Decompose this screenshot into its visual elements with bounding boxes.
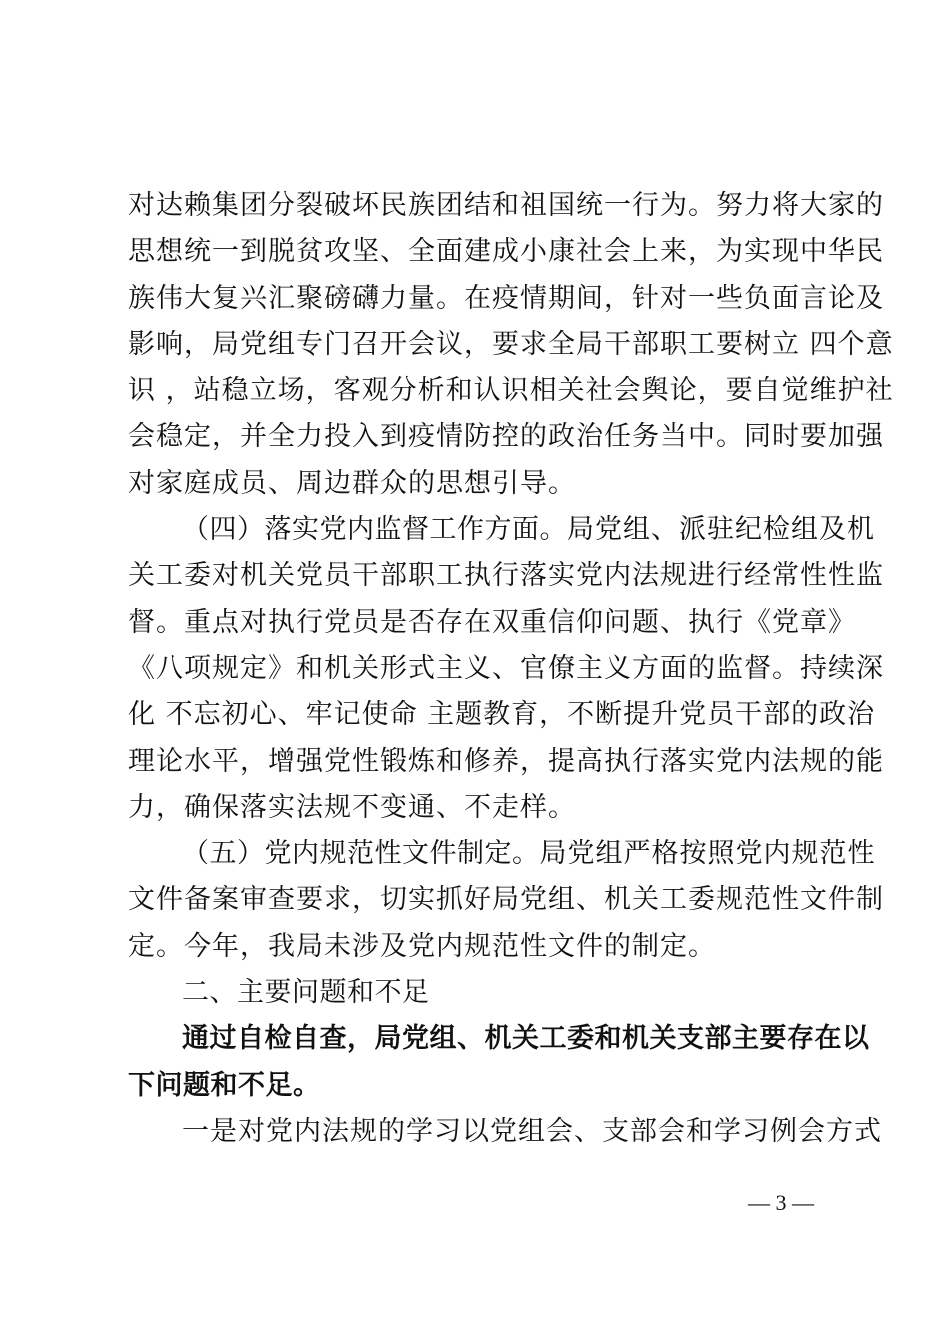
paragraph-5-normative-documents xyxy=(128,831,884,970)
paragraph-1 xyxy=(128,183,894,507)
text-line: 文件备案审查要求，切实抓好局党组、机关工委规范性文件制 xyxy=(128,884,884,916)
text-line: 影响，局党组专门召开会议，要求全局干部职工要树立 四个意 xyxy=(128,328,894,360)
paragraph-problems-intro xyxy=(128,1016,870,1109)
text-line: 族伟大复兴汇聚磅礴力量。在疫情期间，针对一些负面言论及 xyxy=(128,282,884,314)
text-line: 关工委对机关党员干部职工执行落实党内法规进行经常性性监 xyxy=(128,560,884,592)
text-line: 通过自检自查，局党组、机关工委和机关支部主要存在以 xyxy=(182,1023,870,1055)
page-number: — 3 — xyxy=(748,1190,814,1215)
text-line: 《八项规定》和机关形式主义、官僚主义方面的监督。持续深 xyxy=(128,652,884,684)
text-line: 理论水平，增强党性锻炼和修养，提高执行落实党内法规的能 xyxy=(128,745,884,777)
text-line xyxy=(128,507,875,553)
text-line: 化 不忘初心、牢记使命 主题教育，不断提升党员干部的政治 xyxy=(128,699,876,731)
paragraph-lead: （五）党内规范性文件制定。 xyxy=(182,838,540,870)
text-line: 识 ，站稳立场，客观分析和认识相关社会舆论，要自觉维护社 xyxy=(128,375,894,407)
paragraph-4-supervision xyxy=(128,507,884,831)
text-line: 力，确保落实法规不变通、不走样。 xyxy=(128,791,576,823)
text-line: 思想统一到脱贫攻坚、全面建成小康社会上来，为实现中华民 xyxy=(128,236,884,268)
text-line: 对家庭成员、周边群众的思想引导。 xyxy=(128,467,576,499)
text-span: 局党组、派驻纪检组及机 xyxy=(567,514,875,546)
paragraph-problem-1 xyxy=(128,1109,882,1155)
section-heading: 二、主要问题和不足 xyxy=(182,977,430,1009)
text-line xyxy=(128,831,876,877)
text-line: 会稳定，并全力投入到疫情防控的政治任务当中。同时要加强 xyxy=(128,421,884,453)
text-line: 定。今年，我局未涉及党内规范性文件的制定。 xyxy=(128,930,716,962)
document-body xyxy=(128,183,894,1155)
text-line: 对达赖集团分裂破坏民族团结和祖国统一行为。努力将大家的 xyxy=(128,190,884,221)
text-line: 督。重点对执行党员是否存在双重信仰问题、执行《党章》 xyxy=(128,606,856,638)
text-line: 下问题和不足。 xyxy=(128,1069,321,1101)
paragraph-lead: （四）落实党内监督工作方面。 xyxy=(182,514,567,546)
text-line: 一是对党内法规的学习以党组会、支部会和学习例会方式 xyxy=(182,1115,882,1147)
text-span: 局党组严格按照党内规范性 xyxy=(539,838,876,870)
